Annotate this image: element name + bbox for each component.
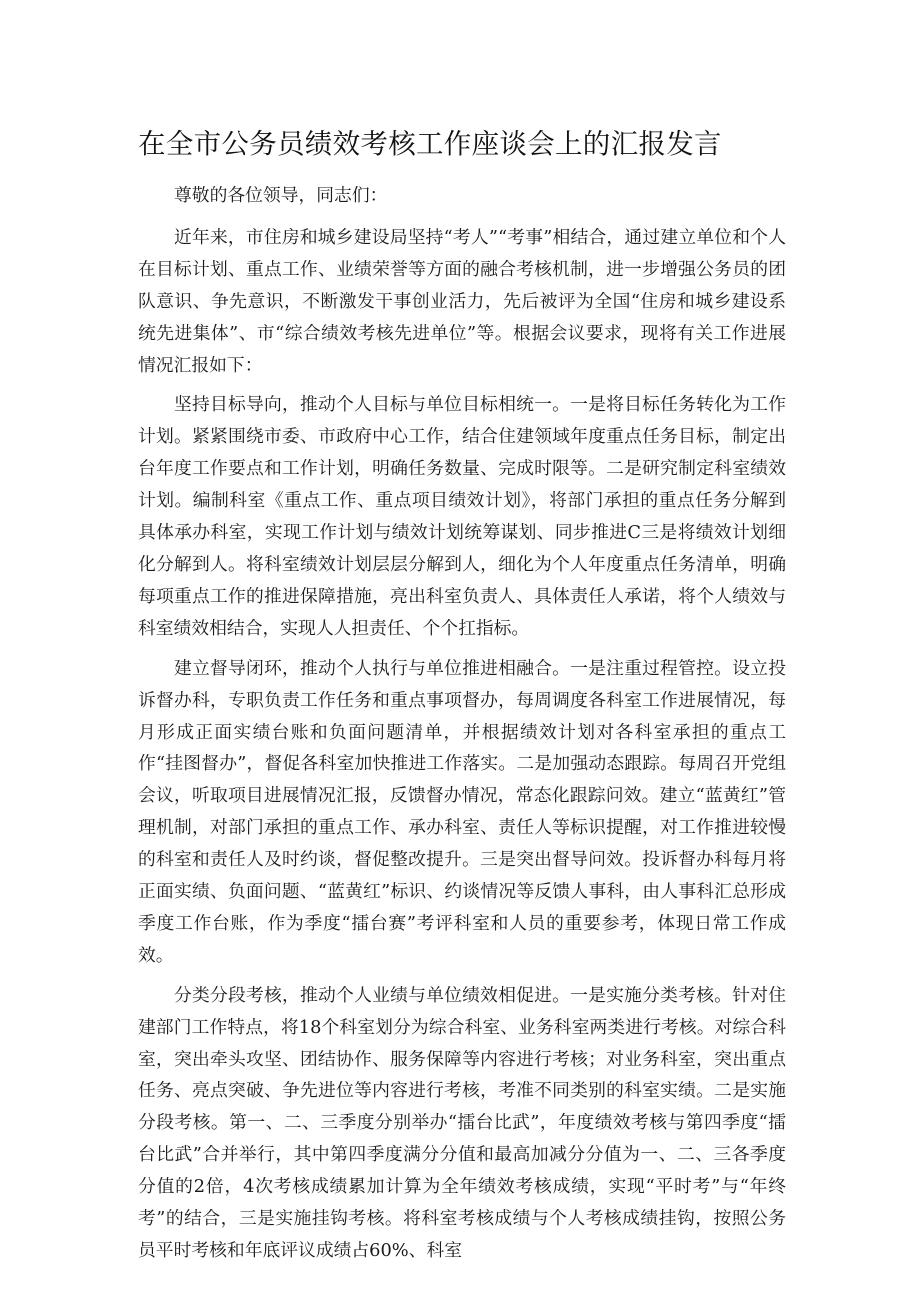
document-body <box>138 180 786 1275</box>
salutation: 尊敬的各位领导，同志们： <box>174 185 388 206</box>
paragraph-supervision-loop: 建立督导闭环，推动个人执行与单位推进相融合。一是注重过程管控。设立投诉督办科，专职负责工作任务和重点事项督办，每周调度各科室工作进展情况，每月形成正面实绩台账和负面问题清单，并根据绩效计划对各科室承担的重点工作“挂图督办”，督促各科室加快推进工作落实。二是加强动态跟踪。每周召开党组会议，听取项目进展情况汇报，反馈督办情况，常态化跟踪问效。建立“蓝黄红”管理机制，对部门承担的重点工作、承办科室、责任人等标识提醒，对工作推进较慢的科室和责任人及时约谈，督促整改提升。三是突出督导问效。投诉督办科每月将正面实绩、负面问题、“蓝黄红”标识、约谈情况等反馈人事科，由人事科汇总形成季度工作台账，作为季度“擂台赛”考评科室和人员的重要参考，体现日常工作成效。 <box>138 657 786 966</box>
paragraph-intro: 近年来，市住房和城乡建设局坚持“考人”“考事”相结合，通过建立单位和个人在目标计划、重点工作、业绩荣誉等方面的融合考核机制，进一步增强公务员的团队意识、争先意识，不断激发干事创业活力，先后被评为全国“住房和城乡建设系统先进集体”、市“综合绩效考核先进单位”等。根据会议要求，现将有关工作进展情况汇报如下： <box>138 226 786 376</box>
document-title: 在全市公务员绩效考核工作座谈会上的汇报发言 <box>138 128 722 160</box>
paragraph-goal-orientation: 坚持目标导向，推动个人目标与单位目标相统一。一是将目标任务转化为工作计划。紧紧围绕市委、市政府中心工作，结合住建领域年度重点任务目标，制定出台年度工作要点和工作计划，明确任务数量、完成时限等。二是研究制定科室绩效计划。编制科室《重点工作、重点项目绩效计划》，将部门承担的重点任务分解到具体承办科室，实现工作计划与绩效计划统筹谋划、同步推进C三是将绩效计划细化分解到人。将科室绩效计划层层分解到人，细化为个人年度重点任务清单，明确每项重点工作的推进保障措施，亮出科室负责人、具体责任人承诺，将个人绩效与科室绩效相结合，实现人人担责任、个个扛指标。 <box>138 394 786 639</box>
paragraph-classified-assessment: 分类分段考核，推动个人业绩与单位绩效相促进。一是实施分类考核。针对住建部门工作特点，将18个科室划分为综合科室、业务科室两类进行考核。对综合科室，突出牵头攻坚、团结协作、服务保障等内容进行考核；对业务科室，突出重点任务、亮点突破、争先进位等内容进行考核，考准不同类别的科室实绩。二是实施分段考核。第一、二、三季度分别举办“擂台比武”，年度绩效考核与第四季度“擂台比武”合并举行，其中第四季度满分分值和最高加减分分值为一、二、三各季度分值的2倍，4次考核成绩累加计算为全年绩效考核成绩，实现“平时考”与“年终考”的结合，三是实施挂钩考核。将科室考核成绩与个人考核成绩挂钩，按照公务员平时考核和年底评议成绩占60%、科室 <box>138 984 786 1261</box>
